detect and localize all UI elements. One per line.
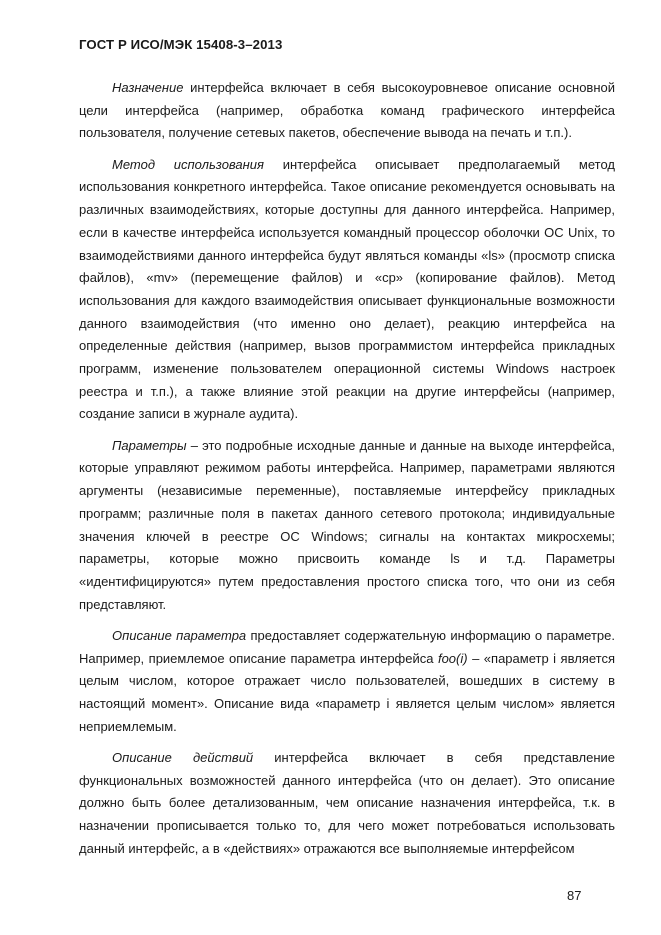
paragraph-text: интерфейса включает в себя представление функциональных возможностей данного интерфейса (что он делает). Это описание должно быть более детализованным, чем описание назначения интерфейса, т.к. в назначении прописывается только то, для чего может потребоваться использовать данный интерфейс, а в «действиях» отражаются все выполняемые интерфейсом [79, 750, 615, 856]
term-parameter-description: Описание параметра [112, 627, 247, 643]
paragraph-text: – «параметр i является целым числом, которое отражает число пользователей, вошедших в систему в настоящий момент». Описание вида «параметр i является целым числом» является неприемлемым. [79, 650, 615, 734]
term-purpose: Назначение [112, 80, 184, 95]
paragraph-parameter-description [79, 625, 615, 739]
paragraph-method-of-use [79, 154, 615, 426]
paragraph-text: – это подробные исходные данные и данные на выходе интерфейса, которые управляют режимом работы интерфейса. Например, параметрами являются аргументы (независимые переменные), поставляемые интерфейсу прикладных программ; различные поля в пакетах данного сетевого протокола; индивидуальные значения ключей в реестре ОС Windows; сигналы на контактах микросхемы; параметры, которые можно присвоить команде ls и т.д. Параметры «идентифицируются» путем предоставления простого списка того, что они из себя представляют. [79, 437, 615, 612]
document-body [79, 77, 615, 869]
page-number: 87 [567, 888, 582, 903]
term-actions-description: Описание действий [112, 750, 254, 766]
document-header: ГОСТ Р ИСО/МЭК 15408-3–2013 [79, 37, 283, 52]
paragraph-parameters [79, 435, 615, 617]
paragraph-actions-description [79, 747, 615, 861]
paragraph-text: интерфейса включает в себя высокоуровневое описание основной цели интерфейса (например, обработка команд графического интерфейса пользователя, получение сетевых пакетов, обеспечение вывода на печать и т.п.). [79, 80, 615, 141]
term-function-name: foo(i) [437, 650, 468, 666]
term-parameters: Параметры [112, 437, 187, 453]
term-method-of-use: Метод использования [112, 156, 264, 172]
paragraph-purpose [79, 77, 615, 145]
paragraph-text: предоставляет содержательную информацию о параметре. Например, приемлемое описание параметра интерфейса [79, 627, 615, 666]
paragraph-text: интерфейса описывает предполагаемый метод использования конкретного интерфейса. Такое описание рекомендуется основывать на различных взаимодействиях, которые доступны для данного интерфейса. Например, если в качестве интерфейса используется командный процессор оболочки ОС Unix, то взаимодействиями данного интерфейса будут являться команды «ls» (просмотр списка файлов), «mv» (перемещение файлов) и «cp» (копирование файлов). Метод использования для каждого взаимодействия описывает функциональные возможности данного взаимодействия (что именно оно делает), реакцию интерфейса на определенные действия (например, вызов программистом интерфейса прикладных программ, изменение пользователем операционной системы Windows настроек реестра и т.п.), а также влияние этой реакции на другие интерфейсы (например, создание записи в журнале аудита). [79, 156, 615, 422]
